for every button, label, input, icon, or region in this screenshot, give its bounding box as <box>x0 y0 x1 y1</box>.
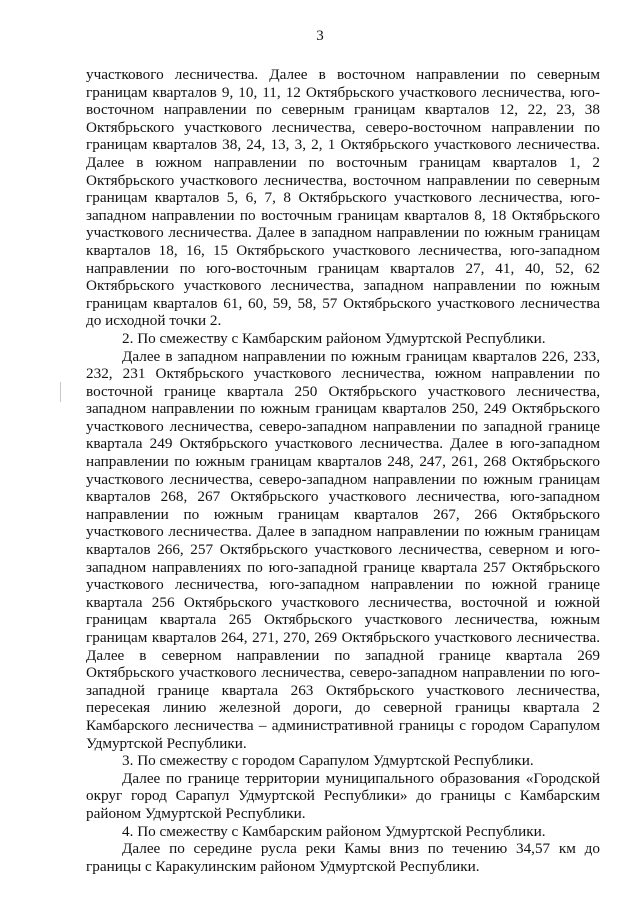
paragraph-6-heading: 4. По смежеству с Камбарским районом Удмуртской Республики. <box>122 822 546 840</box>
paragraph-2-heading: 2. По смежеству с Камбарским районом Удмуртской Республики. <box>122 329 546 347</box>
paragraph-7: Далее по середине русла реки Камы вниз по течению 34,57 км до границы с Каракулинским районом Удмуртской Республики. <box>86 840 600 875</box>
page-number: 3 <box>316 28 324 44</box>
margin-mark <box>60 382 61 402</box>
paragraph-4-heading: 3. По смежеству с городом Сарапулом Удмуртской Республики. <box>122 752 534 770</box>
paragraph-1: участкового лесничества. Далее в восточном направлении по северным границам кварталов 9, 10, 11, 12 Октябрьского участкового лесничества, юго-восточном направлении по северным границам кварталов 12, 22, 23, 38 Октябрьского участкового лесничества, северо-восточном направлении по границам кварталов 38, 24, 13, 3, 2, 1 Октябрьского участкового лесничества. Далее в южном направлении по восточным границам кварталов 1, 2 Октябрьского участкового лесничества, восточном направлении по северным границам кварталов 5, 6, 7, 8 Октябрьского участкового лесничества, юго-западном направлении по восточным границам кварталов 8, 18 Октябрьского участкового лесничества. Далее в западном направлении по южным границам кварталов 18, 16, 15 Октябрьского участкового лесничества, юго-западном направлении по юго-восточным границам кварталов 27, 41, 40, 52, 62 Октябрьского участкового лесничества, западном направлении по южным границам кварталов 61, 60, 59, 58, 57 Октябрьского участкового лесничества до исходной точки 2. <box>86 66 600 330</box>
paragraph-5: Далее по границе территории муниципального образования «Городской округ город Сарапул Удмуртской Республики» до границы с Камбарским районом Удмуртской Республики. <box>86 769 600 822</box>
document-body <box>86 66 600 875</box>
paragraph-3: Далее в западном направлении по южным границам кварталов 226, 233, 232, 231 Октябрьского участкового лесничества, южном направлении по восточной границе квартала 250 Октябрьского участкового лесничества, западном направлении по южным границам кварталов 250, 249 Октябрьского участкового лесничества, северо-западном направлении по западной границе квартала 249 Октябрьского участкового лесничества. Далее в юго-западном направлении по южным границам кварталов 248, 247, 261, 268 Октябрьского участкового лесничества, северо-западном направлении по южным границам кварталов 268, 267 Октябрьского участкового лесничества, юго-западном направлении по южным границам кварталов 267, 266 Октябрьского участкового лесничества. Далее в западном направлении по южным границам кварталов 266, 257 Октябрьского участкового лесничества, северном и юго-западном направлениях по юго-западной границе квартала 257 Октябрьского участкового лесничества, юго-западном направлении по южной границе квартала 256 Октябрьского участкового лесничества, восточной и южной границам квартала 265 Октябрьского участкового лесничества, южным границам кварталов 264, 271, 270, 269 Октябрьского участкового лесничества. Далее в северном направлении по западной границе квартала 269 Октябрьского участкового лесничества, северо-западном направлении по юго-западной границе квартала 263 Октябрьского участкового лесничества, пересекая линию железной дороги, до северной границы квартала 2 Камбарского лесничества – административной границы с городом Сарапулом Удмуртской Республики. <box>86 347 600 752</box>
